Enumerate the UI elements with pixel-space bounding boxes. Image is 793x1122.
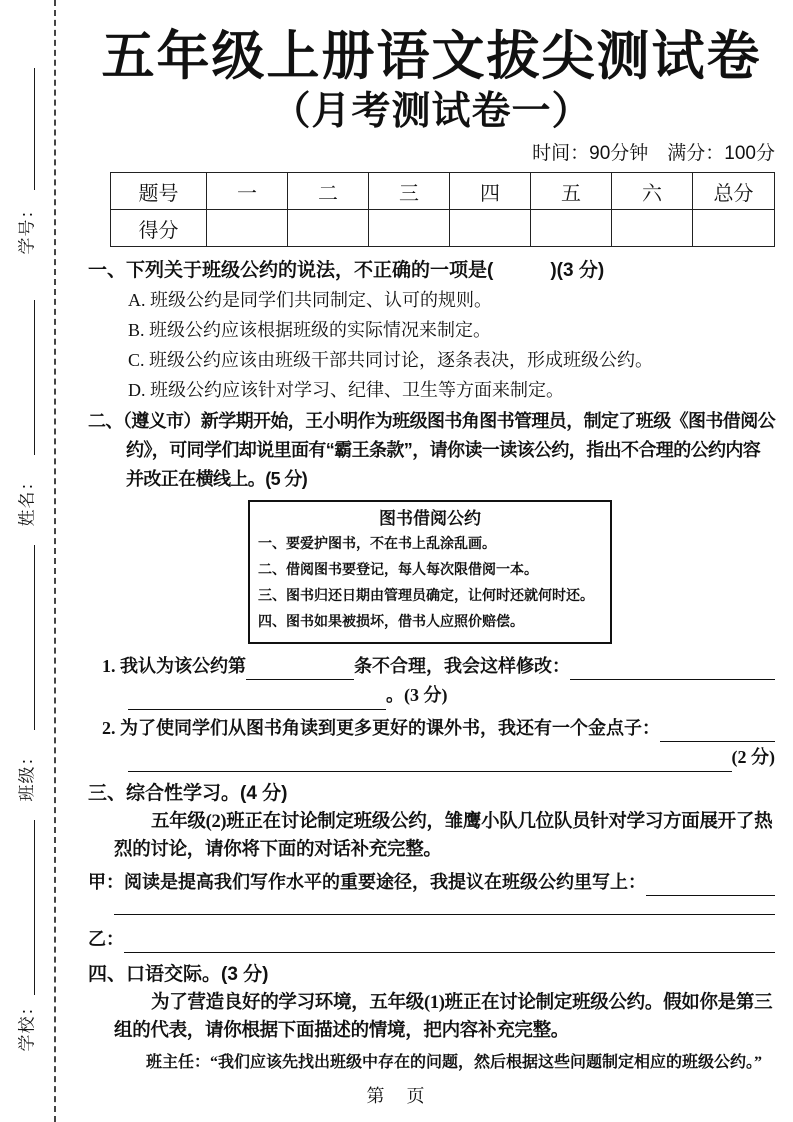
score-table-header-row xyxy=(111,173,775,210)
pact-title: 图书借阅公约 xyxy=(379,509,481,528)
question-4-header: 四、口语交际。(3 分) xyxy=(88,964,269,985)
question-3-paragraph: 五年级(2)班正在讨论制定班级公约，雏鹰小队几位队员针对学习方面展开了热烈的讨论，请你将下面的对话补充完整。 xyxy=(114,812,773,860)
answer-blank[interactable] xyxy=(128,747,732,772)
answer-blank[interactable] xyxy=(128,685,386,710)
score-cell[interactable] xyxy=(450,210,531,247)
school-label: 学校： xyxy=(17,997,37,1052)
score-table-score-row xyxy=(111,210,775,247)
question-2-sub-2-line-2 xyxy=(102,742,775,772)
score-cell[interactable] xyxy=(531,210,612,247)
question-2-sub-2 xyxy=(102,714,775,742)
question-2-sub-1-line-2 xyxy=(102,680,775,710)
score-cell[interactable] xyxy=(612,210,693,247)
sub2-prefix: 2. 为了使同学们从图书角读到更多更好的课外书，我还有一个金点子： xyxy=(102,718,660,738)
answer-blank[interactable] xyxy=(660,717,775,742)
question-2-sub-1 xyxy=(102,652,775,680)
question-1-option-c: C. 班级公约应该由班级干部共同讨论，逐条表决，形成班级公约。 xyxy=(128,350,654,370)
paper-content xyxy=(88,26,775,1077)
question-2-intro: 二、（遵义市）新学期开始，王小明作为班级图书角图书管理员，制定了班级《图书借阅公约》，可同学们却说里面有“霸王条款”，请你读一读该公约，指出不合理的公约内容并改正在横线上。(5 分) xyxy=(88,411,775,489)
answer-blank[interactable] xyxy=(246,655,354,680)
student-name-blank[interactable] xyxy=(34,300,35,455)
question-3-speaker-yi xyxy=(88,925,775,953)
yi-label: 乙： xyxy=(88,929,124,949)
student-number-label: 学号： xyxy=(17,200,37,255)
page-number-footer: 第 页 xyxy=(366,1086,427,1106)
sub1-score: 。(3 分) xyxy=(386,685,448,705)
sub2-score: (2 分) xyxy=(731,747,775,767)
page-title: 五年级上册语文拔尖测试卷 xyxy=(101,27,762,86)
class-blank[interactable] xyxy=(34,545,35,730)
score-table-col: 三 xyxy=(369,173,450,210)
question-1-option-d: D. 班级公约应该针对学习、纪律、卫生等方面来制定。 xyxy=(128,380,564,400)
score-table xyxy=(110,172,775,247)
answer-blank[interactable] xyxy=(124,928,775,953)
question-1-option-a: A. 班级公约是同学们共同制定、认可的规则。 xyxy=(128,290,492,310)
question-3-header: 三、综合性学习。(4 分) xyxy=(88,783,288,804)
question-4-teacher-line: 班主任：“我们应该先找出班级中存在的问题，然后根据这些问题制定相应的班级公约。” xyxy=(146,1054,763,1071)
fold-dashed-line xyxy=(54,0,56,1122)
score-cell[interactable] xyxy=(288,210,369,247)
sub1-mid: 条不合理，我会这样修改： xyxy=(354,656,570,676)
score-cell[interactable] xyxy=(207,210,288,247)
question-4-paragraph: 为了营造良好的学习环境，五年级(1)班正在讨论制定班级公约。假如你是第三组的代表，请你根据下面描述的情境，把内容补充完整。 xyxy=(114,993,773,1041)
student-name-label: 姓名： xyxy=(17,472,37,527)
score-table-col: 二 xyxy=(288,173,369,210)
library-pact-box xyxy=(248,500,612,644)
score-cell[interactable] xyxy=(693,210,775,247)
exam-info: 时间：90分钟 满分：100分 xyxy=(532,143,775,164)
question-3-speaker-jia xyxy=(88,868,775,896)
score-table-col: 六 xyxy=(612,173,693,210)
answer-blank[interactable] xyxy=(570,655,775,680)
class-label: 班级： xyxy=(17,747,37,802)
score-table-corner: 题号 xyxy=(111,173,207,210)
pact-item-2: 二、借阅图书要登记，每人每次限借阅一本。 xyxy=(258,563,538,578)
sub1-prefix: 1. 我认为该公约第 xyxy=(102,656,246,676)
score-row-label: 得分 xyxy=(111,210,207,247)
score-table-col: 五 xyxy=(531,173,612,210)
page-subtitle: （月考测试卷一） xyxy=(271,90,592,133)
score-table-col: 一 xyxy=(207,173,288,210)
score-table-col: 总分 xyxy=(693,173,775,210)
student-number-blank[interactable] xyxy=(34,68,35,190)
score-cell[interactable] xyxy=(369,210,450,247)
score-table-col: 四 xyxy=(450,173,531,210)
pact-item-4: 四、图书如果被损坏，借书人应照价赔偿。 xyxy=(258,615,524,630)
answer-blank[interactable] xyxy=(646,871,775,896)
pact-item-3: 三、图书归还日期由管理员确定，让何时还就何时还。 xyxy=(258,589,594,604)
question-1-option-b: B. 班级公约应该根据班级的实际情况来制定。 xyxy=(128,320,492,340)
question-1-header: 一、下列关于班级公约的说法，不正确的一项是( )(3 分) xyxy=(88,260,605,281)
jia-line: 甲：阅读是提高我们写作水平的重要途径，我提议在班级公约里写上： xyxy=(88,872,646,892)
pact-item-1: 一、要爱护图书，不在书上乱涂乱画。 xyxy=(258,537,496,552)
school-blank[interactable] xyxy=(34,820,35,995)
answer-blank[interactable] xyxy=(114,914,775,915)
